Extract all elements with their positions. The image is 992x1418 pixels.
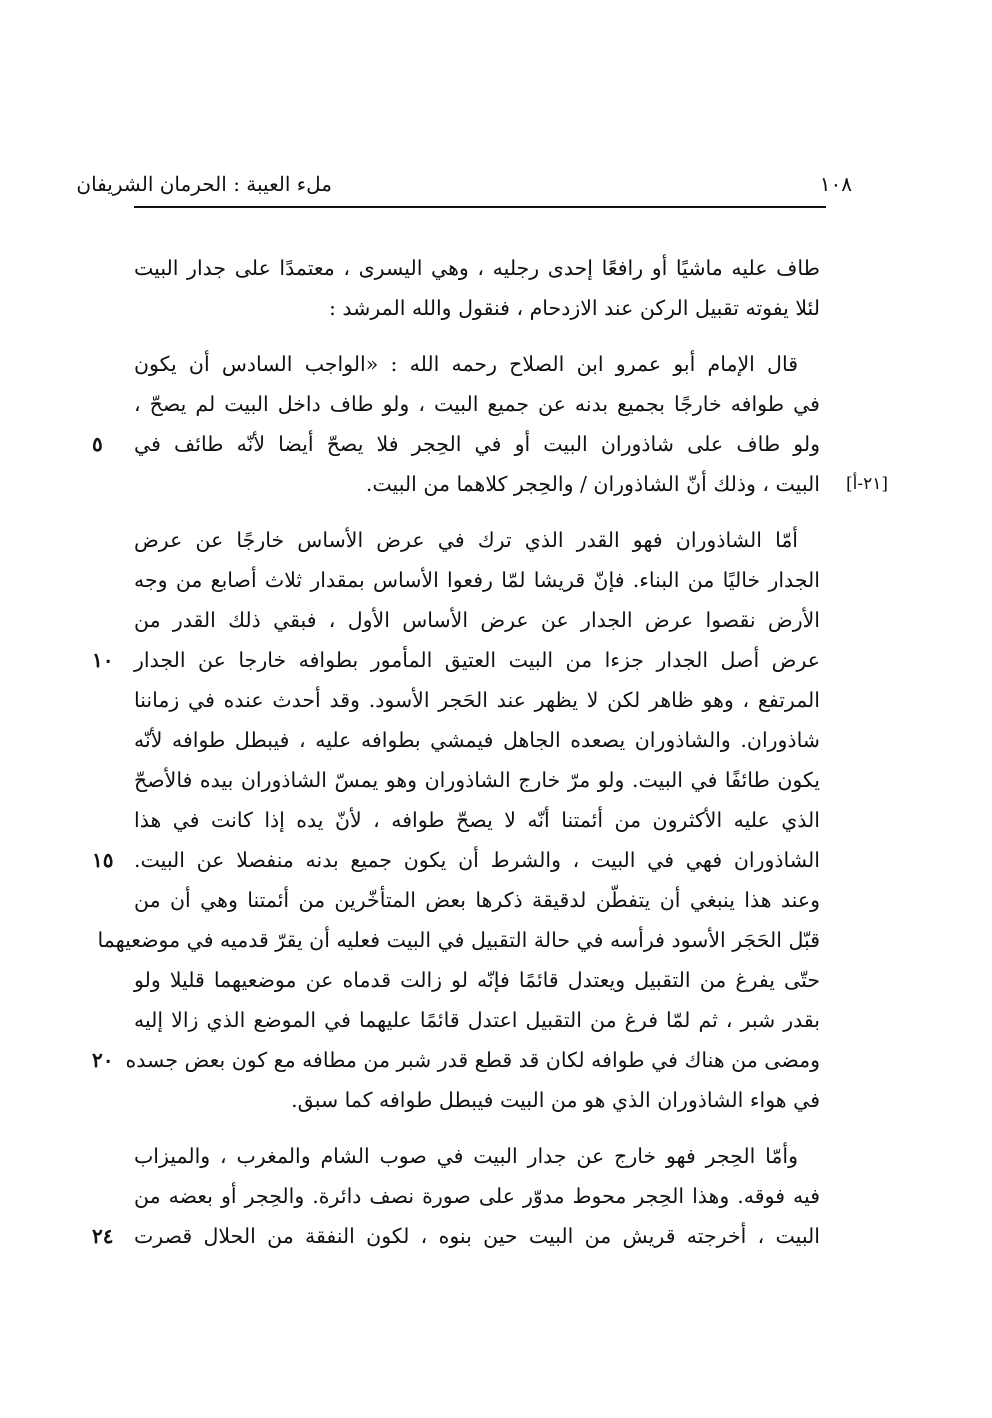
- text-line: حتّى يفرغ من التقبيل ويعتدل قائمًا فإنّه لو زالت قدماه عن موضعيهما قليلا ولو: [134, 968, 820, 992]
- text-line: الأرض نقصوا عرض الجدار عن عرض الأساس الأول ، فبقي ذلك القدر من: [134, 608, 820, 632]
- header-rule: [134, 206, 826, 208]
- text-line: الشاذوران فهي في البيت ، والشرط أن يكون جميع بدنه منفصلا عن البيت.: [134, 848, 820, 872]
- running-title: ملء العيبة : الحرمان الشريفان: [76, 172, 332, 196]
- text-line: الذي عليه الأكثرون من أئمتنا أنّه لا يصحّ طوافه ، لأنّ يده إذا كانت في هذا: [134, 808, 820, 832]
- text-line: ولو طاف على شاذوران البيت أو في الحِجر فلا يصحّ أيضا لأنّه طائف في: [134, 432, 820, 456]
- text-line: قبّل الحَجَر الأسود فرأسه في حالة التقبيل في البيت فعليه أن يقرّ قدميه في موضعيهما: [97, 928, 820, 952]
- text-line: البيت ، أخرجته قريش من البيت حين بنوه ، لكون النفقة من الحلال قصرت: [134, 1224, 820, 1248]
- text-line: عرض أصل الجدار جزءا من البيت العتيق المأمور بطوافه خارجا عن الجدار: [134, 648, 820, 672]
- text-line: الجدار خاليًا من البناء. فإنّ قريشا لمّا رفعوا الأساس بمقدار ثلاث أصابع من وجه: [134, 568, 820, 592]
- text-line: طاف عليه ماشيًا أو رافعًا إحدى رجليه ، وهي اليسرى ، معتمدًا على جدار البيت: [134, 256, 820, 280]
- text-line: ومضى من هناك في طوافه لكان قد قطع قدر شبر من مطافه مع كون بعض جسده: [125, 1048, 820, 1072]
- text-line: في هواء الشاذوران الذي هو من البيت فيبطل طوافه كما سبق.: [291, 1088, 820, 1112]
- text-line: المرتفع ، وهو ظاهر لكن لا يظهر عند الحَجر الأسود. وقد أحدث عنده في زماننا: [134, 688, 820, 712]
- line-number: ٢٠: [92, 1048, 114, 1072]
- manuscript-folio-reference: [٢١-أ]: [846, 474, 889, 494]
- text-line: لئلا يفوته تقبيل الركن عند الازدحام ، فنقول والله المرشد :: [328, 296, 820, 320]
- text-line: فيه فوقه. وهذا الحِجر محوط مدوّر على صورة نصف دائرة. والحِجر أو بعضه من: [134, 1184, 820, 1208]
- text-line: وعند هذا ينبغي أن يتفطّن لدقيقة ذكرها بعض المتأخّرين من أئمتنا وهي أن من: [134, 888, 820, 912]
- text-line: في طوافه خارجًا بجميع بدنه عن جميع البيت ، ولو طاف داخل البيت لم يصحّ ،: [134, 392, 820, 416]
- text-line: قال الإمام أبو عمرو ابن الصلاح رحمه الله : «الواجب السادس أن يكون: [134, 352, 798, 376]
- line-number: ٥: [92, 432, 103, 456]
- line-number: ١٥: [92, 848, 114, 872]
- line-number: ١٠: [92, 648, 114, 672]
- text-line: بقدر شبر ، ثم لمّا فرغ من التقبيل اعتدل قائمًا عليهما في الموضع الذي زالا إليه: [134, 1008, 820, 1032]
- text-line: أمّا الشاذوران فهو القدر الذي ترك في عرض الأساس خارجًا عن عرض: [134, 528, 798, 552]
- line-number: ٢٤: [92, 1224, 114, 1248]
- text-line: وأمّا الحِجر فهو خارج عن جدار البيت في صوب الشام والمغرب ، والميزاب: [134, 1144, 798, 1168]
- text-line: يكون طائفًا في البيت. ولو مرّ خارج الشاذوران وهو يمسّ الشاذوران بيده فالأصحّ: [134, 768, 820, 792]
- page-number: ١٠٨: [819, 172, 852, 196]
- text-line: البيت ، وذلك أنّ الشاذوران / والحِجر كلاهما من البيت.: [365, 472, 820, 496]
- text-line: شاذوران. والشاذوران يصعده الجاهل فيمشي بطوافه عليه ، فيبطل طوافه لأنّه: [134, 728, 820, 752]
